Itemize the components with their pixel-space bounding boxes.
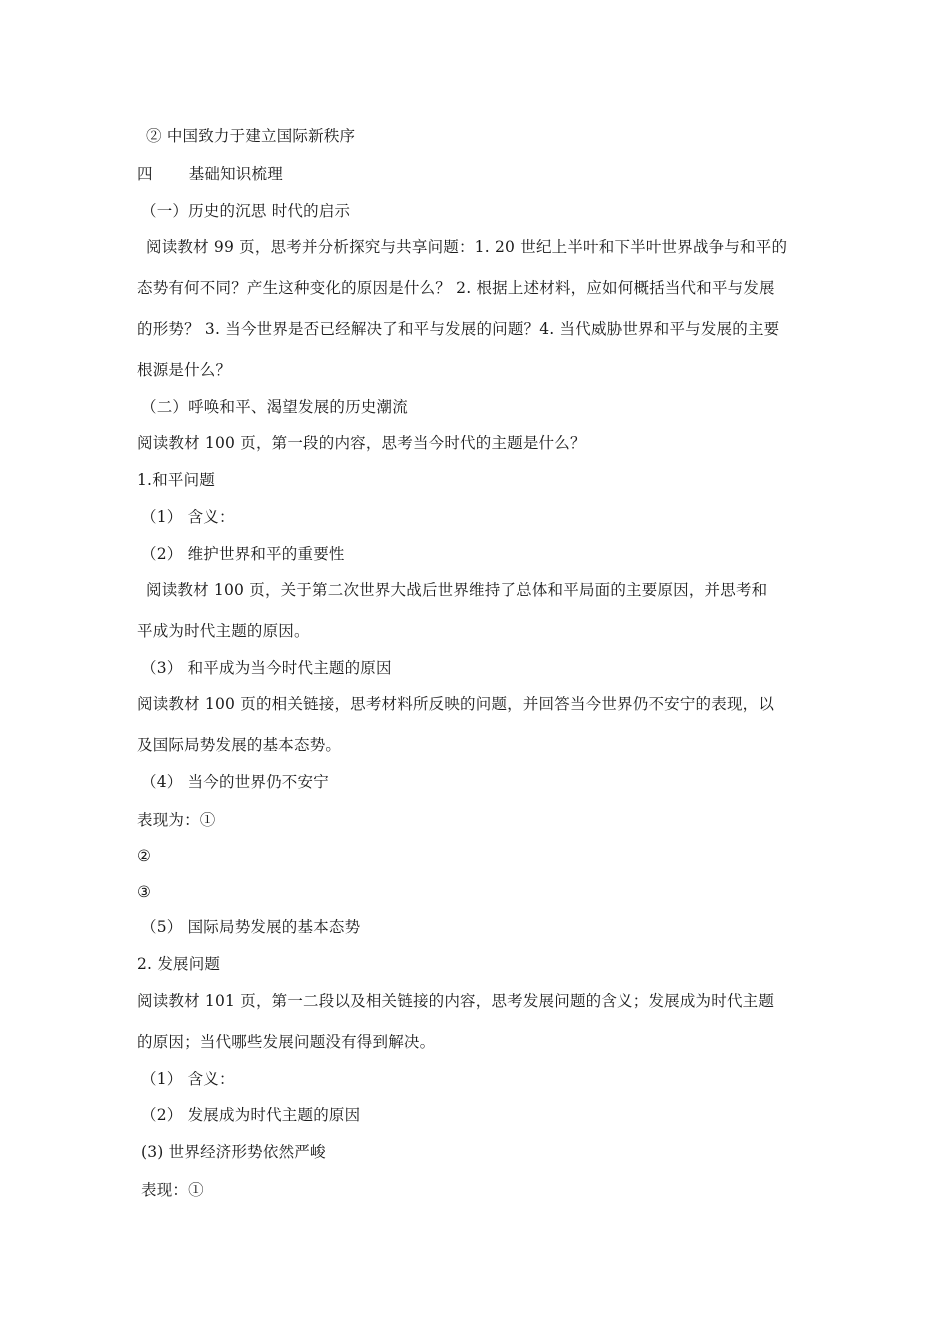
item-development-meaning: （1） 含义：: [141, 1070, 235, 1088]
paragraph-2: 阅读教材 100 页，第一段的内容，思考当今时代的主题是什么？: [137, 434, 586, 452]
item-basic-trend: （5） 国际局势发展的基本态势: [141, 918, 361, 936]
paragraph-1-line-2: 态势有何不同？产生这种变化的原因是什么？ 2. 根据上述材料，应如何概括当代和平与发展: [137, 279, 775, 297]
section-number: 四: [137, 165, 153, 183]
paragraph-3-line-1: 阅读教材 100 页，关于第二次世界大战后世界维持了总体和平局面的主要原因，并思考和: [146, 581, 768, 599]
paragraph-5-line-1: 阅读教材 101 页，第一二段以及相关链接的内容，思考发展问题的含义；发展成为时代主题: [137, 992, 775, 1010]
paragraph-4-line-2: 及国际局势发展的基本态势。: [137, 736, 342, 754]
topic-peace: 1.和平问题: [137, 471, 215, 489]
unrest-manifestation-2: ②: [137, 847, 152, 865]
item-world-unrest: （4） 当今的世界仍不安宁: [141, 773, 329, 791]
section-title: 基础知识梳理: [188, 165, 283, 183]
item-china-new-order: ② 中国致力于建立国际新秩序: [146, 127, 356, 145]
topic-development: 2. 发展问题: [137, 955, 221, 973]
paragraph-1-line-4: 根源是什么？: [137, 361, 232, 379]
subheading-1: （一）历史的沉思 时代的启示: [141, 202, 351, 220]
paragraph-1-line-3: 的形势？ 3. 当今世界是否已经解决了和平与发展的问题？4. 当代威胁世界和平与发展的主要: [137, 320, 780, 338]
paragraph-5-line-2: 的原因；当代哪些发展问题没有得到解决。: [137, 1033, 436, 1051]
section-heading-4: [137, 164, 827, 184]
item-peace-reason: （3） 和平成为当今时代主题的原因: [141, 659, 392, 677]
item-peace-importance: （2） 维护世界和平的重要性: [141, 545, 345, 563]
unrest-manifestation-3: ③: [137, 883, 152, 901]
paragraph-4-line-1: 阅读教材 100 页的相关链接，思考材料所反映的问题，并回答当今世界仍不安宁的表现，以: [137, 695, 775, 713]
unrest-manifestation-1: 表现为：①: [137, 811, 216, 829]
paragraph-3-line-2: 平成为时代主题的原因。: [137, 622, 310, 640]
paragraph-1-line-1: 阅读教材 99 页，思考并分析探究与共享问题：1. 20 世纪上半叶和下半叶世界战争与和平的: [146, 238, 788, 256]
economy-manifestation-1: 表现：①: [141, 1181, 204, 1199]
item-peace-meaning: （1） 含义：: [141, 508, 235, 526]
item-development-reason: （2） 发展成为时代主题的原因: [141, 1106, 361, 1124]
subheading-2: （二）呼唤和平、渴望发展的历史潮流: [141, 398, 408, 416]
item-economy-severe: (3) 世界经济形势依然严峻: [141, 1143, 326, 1161]
